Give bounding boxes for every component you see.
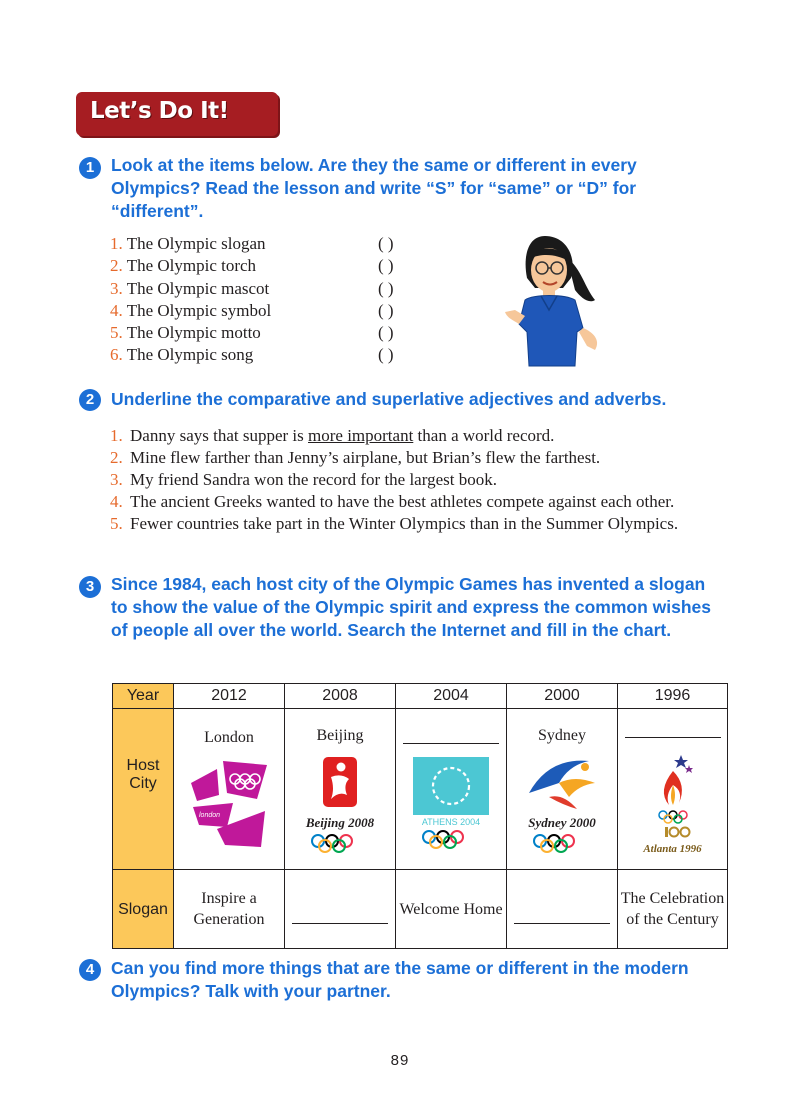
list-item: 5. Fewer countries take part in the Winter Olympics than in the Summer Olympics.	[110, 514, 679, 533]
city-answer-blank[interactable]	[625, 723, 721, 738]
logo-caption: Beijing 2008	[305, 815, 375, 830]
logo-caption: Atlanta 1996	[643, 843, 702, 855]
olympic-rings-icon	[308, 833, 372, 853]
slogan-cell: The Celebration of the Century	[618, 870, 728, 949]
teacher-illustration	[505, 228, 620, 368]
logo-caption: london	[199, 812, 221, 819]
answer-blank[interactable]: ( )	[378, 256, 394, 276]
answer-blank[interactable]: ( )	[378, 323, 394, 343]
page-number: 89	[390, 1052, 410, 1069]
exercise-3-instruction: Since 1984, each host city of the Olympic Games has invented a slogan to show the value of the Olympic spirit and express the common wishes of people all over the world. Search the Internet and fill in the chart.	[111, 574, 711, 640]
list-item: 2. The Olympic torch ( )	[110, 255, 271, 277]
olympic-rings-icon	[530, 833, 594, 853]
underlined-example: more important	[308, 426, 414, 445]
host-city-cell	[285, 709, 396, 870]
year-cell: 2008	[285, 684, 396, 709]
atlanta-1996-emblem	[643, 751, 703, 855]
exercise-2-number: 2	[79, 389, 101, 411]
olympic-rings-icon	[419, 829, 483, 849]
beijing-2008-emblem	[295, 753, 385, 813]
list-item: 3. My friend Sandra won the record for the largest book.	[110, 470, 497, 489]
year-header: Year	[113, 684, 174, 709]
table-row	[113, 870, 728, 949]
host-city-cell	[396, 709, 507, 870]
logo-caption: Sydney 2000	[528, 815, 596, 830]
slogan-cell: Welcome Home	[396, 870, 507, 949]
answer-blank[interactable]: ( )	[378, 234, 394, 253]
slogan-cell: Inspire a Generation	[174, 870, 285, 949]
table-row	[113, 709, 728, 870]
list-item: 2. Mine flew farther than Jenny’s airplane, but Brian’s flew the farthest.	[110, 448, 601, 467]
logo-caption: ATHENS 2004	[421, 817, 481, 827]
answer-blank[interactable]: ( )	[378, 278, 394, 298]
slogan-cell	[507, 870, 618, 949]
answer-blank[interactable]: ( )	[378, 345, 394, 365]
year-cell: 2012	[174, 684, 285, 709]
exercise-3-number: 3	[79, 576, 101, 598]
exercise-2-list	[110, 425, 740, 535]
list-item: 5. The Olympic motto ( )	[110, 322, 271, 344]
sydney-2000-emblem	[519, 753, 605, 813]
exercise-1-number: 1	[79, 157, 101, 179]
section-banner	[76, 92, 278, 136]
year-cell: 1996	[618, 684, 728, 709]
exercise-1-list	[110, 233, 394, 367]
slogan-answer-blank[interactable]	[292, 923, 388, 924]
list-item: 6. The Olympic song ( )	[110, 344, 271, 366]
host-city-cell	[174, 709, 285, 870]
city-name: Sydney	[538, 727, 586, 744]
list-item: 4. The ancient Greeks wanted to have the best athletes compete against each other.	[110, 492, 675, 511]
year-cell: 2004	[396, 684, 507, 709]
london-2012-logo	[187, 755, 271, 851]
list-item: 3. The Olympic mascot ( )	[110, 278, 271, 300]
year-cell: 2000	[507, 684, 618, 709]
exercise-2-instruction: Underline the comparative and superlative adjectives and adverbs.	[111, 389, 667, 409]
host-city-cell	[507, 709, 618, 870]
host-city-header: Host City	[113, 709, 174, 870]
city-name: London	[204, 729, 254, 746]
olympic-slogan-chart	[112, 683, 728, 949]
list-item: 1. Danny says that supper is more important than a world record.	[110, 426, 555, 445]
city-answer-blank[interactable]	[403, 729, 499, 744]
list-item: 4. The Olympic symbol ( )	[110, 300, 271, 322]
slogan-answer-blank[interactable]	[514, 923, 610, 924]
slogan-cell	[285, 870, 396, 949]
table-row	[113, 684, 728, 709]
exercise-4-instruction: Can you find more things that are the same or different in the modern Olympics? Talk with your partner.	[111, 958, 689, 1001]
banner-title: Let’s Do It!	[90, 98, 229, 124]
answer-blank[interactable]: ( )	[378, 300, 394, 320]
host-city-cell	[618, 709, 728, 870]
slogan-header: Slogan	[113, 870, 174, 949]
list-item: 1. The Olympic slogan ( )	[110, 233, 271, 255]
exercise-1-instruction: Look at the items below. Are they the same or different in every Olympics? Read the lesson and write “S” for “same” or “D” for “different”.	[111, 155, 637, 221]
exercise-4-number: 4	[79, 959, 101, 981]
city-name: Beijing	[316, 727, 364, 744]
athens-2004-emblem	[413, 757, 489, 815]
